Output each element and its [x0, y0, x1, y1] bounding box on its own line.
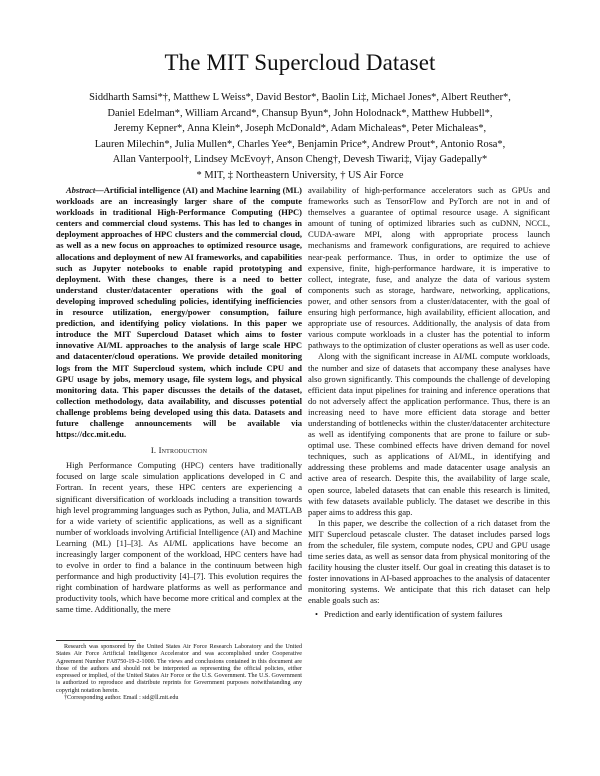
intro-paragraph-1: High Performance Computing (HPC) centers have traditionally focused on large scale simulation applications developed in C and Fortran. In recent years, these HPC centers are experiencing a significant diversification of workloads including a transition towards high level programming languages such as Python, Julia, and MATLAB for a wide variety of scientific applications, as well as a significant number of workloads involving Artificial Intelligence (AI) and Machine Learning (ML) [1]–[3]. As AI/ML applications have become an increasingly larger component of the workload, HPC centers have had to evolve in order to find a balance in the continuum between high performance and high productivity [4]–[7]. This evolution requires the right combination of hardware platforms as well as performance and productivity tools, which have become more critical and complex at the same time. Additionally, the mere: [56, 460, 302, 615]
author-line-5: Allan Vanterpool†, Lindsey McEvoy†, Anson Cheng†, Devesh Tiwari‡, Vijay Gadepally*: [112, 154, 488, 166]
abstract: [56, 185, 302, 440]
abstract-lead: Abstract—: [66, 185, 104, 195]
author-line-4: Lauren Milechin*, Julia Mullen*, Charles Yee*, Benjamin Price*, Andrew Prout*, Antonio Rosa*,: [94, 138, 506, 150]
right-column: [308, 185, 550, 620]
right-paragraph-1: availability of high-performance accelerators such as GPUs and frameworks such as TensorFlow and PyTorch are not in and of themselves a guarantee of optimal resource usage. A significant amount of tuning of optimized libraries such as cuDNN, NCCL, CUDA-aware MPI, along with appropriate process launch mechanisms and framework configurations, are required to achieve near-peak performance. Thus, in order to optimize the use of expensive, finite, high-performance hardware, it is imperative to collect, integrate, fuse, and analyze the data of various system components such as storage, hardware, networking, applications, power, and other sensors from a cluster/datacenter, with the goal of ensuring high performance, high availability, efficient allocation, and appropriate use of resources. Additionally, the analysis of data from various compute workloads in a cluster has the potential to inform pathways to the optimization of cluster operations as well as user code.: [308, 185, 550, 351]
goal-list: [308, 609, 550, 620]
section-heading-introduction: I. Introduction: [150, 445, 208, 456]
author-line-1: Siddharth Samsi*†, Matthew L Weiss*, David Bestor*, Baolin Li‡, Michael Jones*, Albert Reuther*,: [89, 92, 511, 103]
footnote-corresponding: †Corresponding author. Email : sid@ll.mit.edu: [64, 695, 179, 702]
footnotes: [56, 640, 302, 702]
list-item: • Prediction and early identification of system failures: [324, 609, 550, 620]
author-block: [80, 90, 520, 184]
abstract-text: Artificial intelligence (AI) and Machine learning (ML) workloads are an increasingly larger share of the compute workloads in traditional High-Performance Computing (HPC) centers and commercial cloud systems. This has led to changes in deployment approaches of HPC clusters and the commercial cloud, as well as a new focus on approaches to optimized resource usage, allocations and deployment of new AI frameworks, and capabilities such as Jupyter notebooks to enable rapid prototyping and deployment. With these changes, there is a need to better understand cluster/datacenter operations with the goal of developing improved scheduling policies, identifying inefficiencies in resource utilization, energy/power consumption, failure prediction, and identifying policy violations. In this paper we introduce the MIT Supercloud Dataset which aims to foster innovative AI/ML approaches to the analysis of large scale HPC and datacenter/cloud operations. We provide detailed monitoring logs from the MIT Supercloud system, which include CPU and GPU usage by jobs, memory usage, file system logs, and physical monitoring data. This paper discusses the details of the dataset, collection methodology, data availability, and discusses potential challenge problems being developed using this data. Datasets and future challenge announcements will be available via https://dcc.mit.edu.: [56, 185, 302, 440]
footnote-rule: [56, 640, 136, 641]
right-paragraph-2: Along with the significant increase in AI/ML compute workloads, the number and size of datasets that accompany these analyses have also grown significantly. This compounds the challenge of developing efficient data input pipelines for training and inference operations that do not adversely affect the application performance. Thus, there is an increasing need to have more efficient data storage and better understanding of bottlenecks within the cluster/datacenter architecture as well as identifying components that are prone to failure or sub-optimal use. These combined effects have driven demand for novel techniques, such as applications of AI/ML, in identifying and addressing these problems and made datacenter usage analysis an active area of research. Despite this, the availability of large scale, open source, labeled datasets that can enable this research is limited, with few datasets available publicly. The dataset we describe in this paper aims to address this gap.: [308, 351, 550, 517]
paper-title: The MIT Supercloud Dataset: [164, 50, 436, 75]
footnote-funding: Research was sponsored by the United States Air Force Research Laboratory and the United States Air Force Artificial Intelligence Accelerator and was accomplished under Cooperative Agreement Number FA8750-19-2-1000. The views and conclusions contained in this document are those of the authors and should not be interpreted as representing the official policies, either expressed or implied, of the United States Air Force or the U.S. Government. The U.S. Government is authorized to reproduce and distribute reprints for Government purposes notwithstanding any copyright notation herein.: [56, 644, 302, 694]
affiliation-line: * MIT, ‡ Northeastern University, † US Air Force: [196, 169, 404, 181]
left-column: [56, 185, 302, 616]
right-paragraph-3: In this paper, we describe the collection of a rich dataset from the MIT Supercloud petascale cluster. The dataset includes parsed logs from the scheduler, file system, compute nodes, CPU and GPU usage time series data, as well as sensor data from physical monitoring of the facility housing the cluster itself. Our goal in creating this dataset is to foster innovations in AI-based approaches to the analysis of datacenter monitoring systems. We anticipate that this rich dataset can help enable goals such as:: [308, 517, 550, 606]
author-line-2: Daniel Edelman*, William Arcand*, Chansup Byun*, John Holodnack*, Matthew Hubbell*,: [107, 107, 493, 119]
author-line-3: Jeremy Kepner*, Anna Klein*, Joseph McDonald*, Adam Michaleas*, Peter Michaleas*,: [113, 123, 487, 135]
